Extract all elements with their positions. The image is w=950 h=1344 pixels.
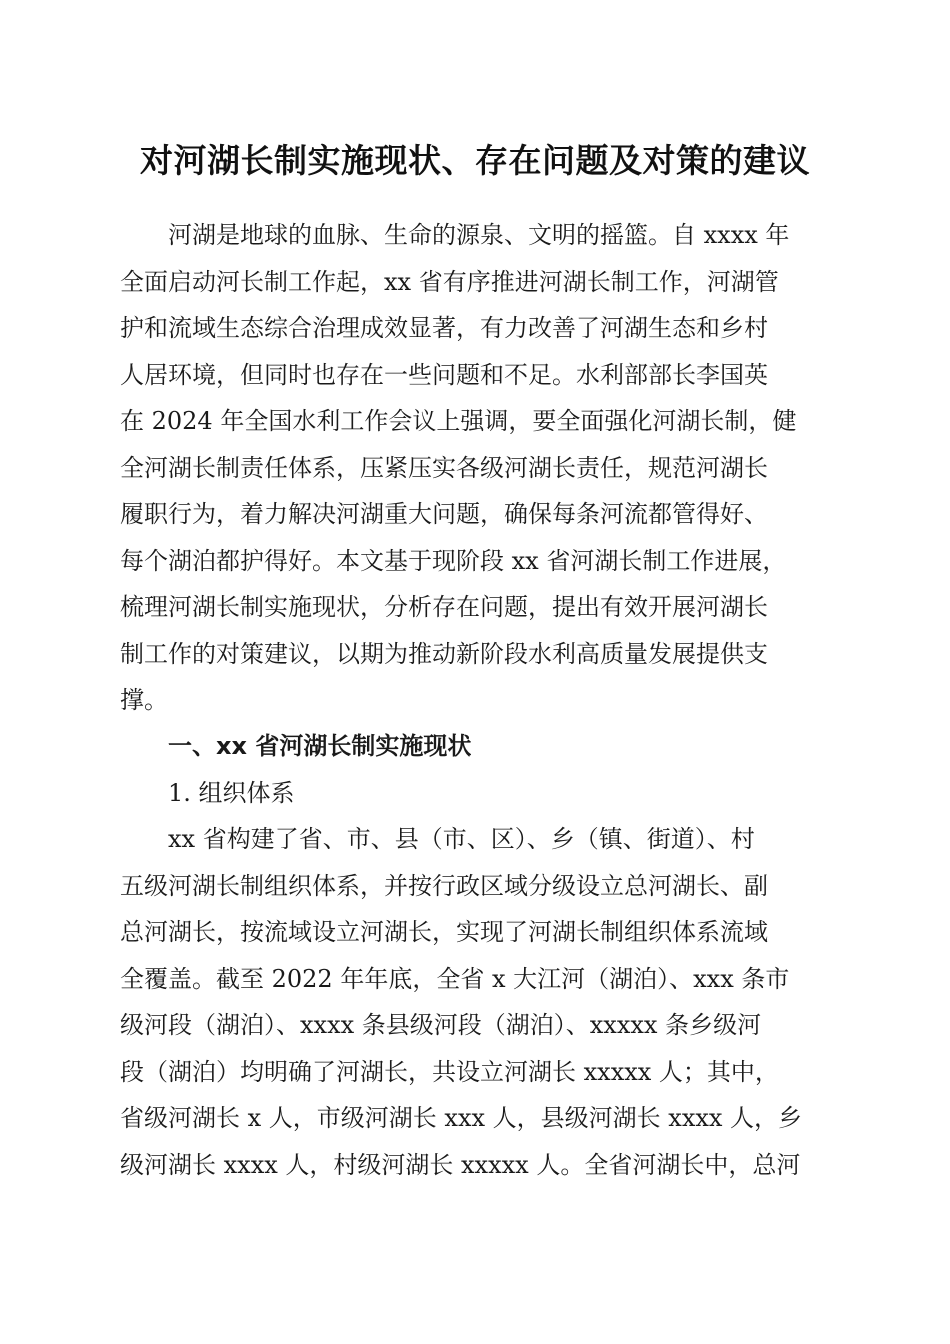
document-title: 对河湖长制实施现状、存在问题及对策的建议 bbox=[140, 141, 810, 180]
section-1 bbox=[120, 723, 824, 1188]
paragraph-line: 总河湖长，按流域设立河湖长，实现了河湖长制组织体系流域 bbox=[120, 918, 768, 946]
paragraph-line: 河湖是地球的血脉、生命的源泉、文明的摇篮。自 xxxx 年 bbox=[168, 221, 790, 249]
paragraph-line: 制工作的对策建议，以期为推动新阶段水利高质量发展提供支 bbox=[120, 639, 768, 668]
paragraph-line: 在 2024 年全国水利工作会议上强调，要全面强化河湖长制，健 bbox=[120, 407, 797, 435]
paragraph-line: 履职行为，着力解决河湖重大问题，确保每条河流都管得好、 bbox=[120, 500, 768, 528]
subsection-heading: 1. 组织体系 bbox=[168, 778, 295, 807]
paragraph-line: xx 省构建了省、市、县（市、区）、乡（镇、街道）、村 bbox=[168, 825, 755, 853]
paragraph-line: 级河湖长 xxxx 人，村级河湖长 xxxxx 人。全省河湖长中，总河 bbox=[120, 1150, 801, 1179]
paragraph-line: 护和流域生态综合治理成效显著，有力改善了河湖生态和乡村 bbox=[120, 314, 768, 342]
paragraph-line: 全面启动河长制工作起，xx 省有序推进河湖长制工作，河湖管 bbox=[120, 267, 779, 296]
paragraph-line: 梳理河湖长制实施现状，分析存在问题，提出有效开展河湖长 bbox=[120, 593, 768, 621]
paragraph-line: 全覆盖。截至 2022 年年底，全省 x 大江河（湖泊）、xxx 条市 bbox=[120, 964, 790, 993]
paragraph-line: 段（湖泊）均明确了河湖长，共设立河湖长 xxxxx 人；其中， bbox=[120, 1057, 779, 1086]
paragraph-line: 省级河湖长 x 人，市级河湖长 xxx 人，县级河湖长 xxxx 人，乡 bbox=[120, 1104, 803, 1132]
intro-paragraph bbox=[120, 212, 824, 724]
paragraph-line: 级河段（湖泊）、xxxx 条县级河段（湖泊）、xxxxx 条乡级河 bbox=[120, 1011, 762, 1039]
paragraph-line: 五级河湖长制组织体系，并按行政区域分级设立总河湖长、副 bbox=[120, 871, 768, 900]
paragraph-line: 撑。 bbox=[120, 686, 168, 714]
paragraph-line: 每个湖泊都护得好。本文基于现阶段 xx 省河湖长制工作进展， bbox=[120, 546, 787, 575]
paragraph-line: 全河湖长制责任体系，压紧压实各级河湖长责任，规范河湖长 bbox=[120, 453, 768, 482]
paragraph-line: 人居环境，但同时也存在一些问题和不足。水利部部长李国英 bbox=[120, 360, 768, 389]
section-heading: 一、xx 省河湖长制实施现状 bbox=[168, 732, 472, 760]
